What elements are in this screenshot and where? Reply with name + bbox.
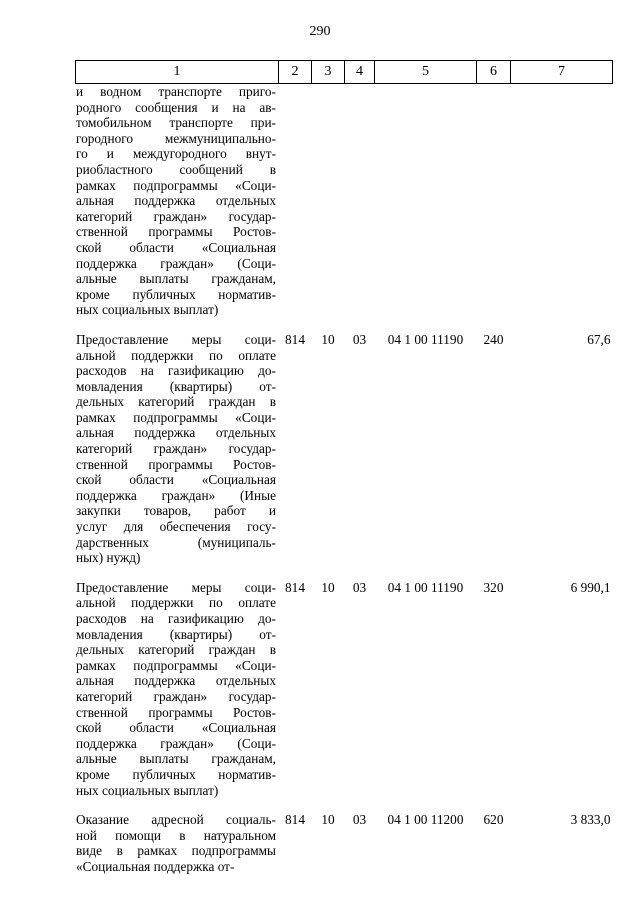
row-description — [76, 812, 279, 874]
row-target-article: 04 1 00 11190 — [387, 579, 464, 595]
description-line: городного межмуниципально- — [76, 130, 276, 146]
row-description — [76, 84, 279, 318]
row-gap — [76, 318, 613, 332]
row-gap — [76, 798, 613, 812]
description-line: ственной программы Ростов- — [76, 704, 276, 720]
row-section-code — [312, 84, 345, 318]
header-col-1: 1 — [76, 61, 279, 84]
description-line: альная поддержка отдельных — [76, 193, 276, 209]
row-expense-type: 620 — [483, 812, 504, 828]
description-line: родного сообщения и на ав- — [76, 99, 276, 115]
budget-table — [75, 60, 613, 875]
header-col-2: 2 — [279, 61, 312, 84]
description-line: ных социальных выплат) — [76, 782, 219, 798]
description-line: ской области «Социальная — [76, 239, 276, 255]
description-line: альная поддержка отдельных — [76, 425, 276, 441]
description-line: альные выплаты гражданам, — [76, 271, 276, 287]
row-description — [76, 580, 279, 798]
description-line: кроме публичных норматив- — [76, 286, 276, 302]
table-row — [76, 812, 613, 874]
header-col-4: 4 — [345, 61, 375, 84]
row-amount — [511, 84, 613, 318]
description-line: Предоставление меры соци- — [76, 579, 276, 595]
row-ministry-code: 814 — [285, 579, 305, 595]
row-target-article: 04 1 00 11200 — [387, 812, 464, 828]
description-line: рамках подпрограммы «Соци- — [76, 177, 276, 193]
description-line: поддержка граждан» (Иные — [76, 487, 276, 503]
header-col-6: 6 — [477, 61, 511, 84]
description-line: расходов на газификацию до- — [76, 363, 276, 379]
description-line: категорий граждан» государ- — [76, 208, 276, 224]
description-line: дельных категорий граждан в — [76, 642, 276, 658]
description-line: закупки товаров, работ и — [76, 503, 276, 519]
header-row — [76, 61, 613, 84]
table-row — [76, 332, 613, 566]
description-line: дарственных (муниципаль- — [76, 534, 276, 550]
table-row — [76, 84, 613, 318]
row-ministry-code: 814 — [285, 331, 305, 347]
description-line: услуг для обеспечения госу- — [76, 519, 276, 535]
description-line: риобластного сообщений в — [76, 161, 276, 177]
description-line: ской области «Социальная — [76, 720, 276, 736]
description-line: поддержка граждан» (Соци- — [76, 255, 276, 271]
row-gap-cell — [76, 798, 613, 812]
row-ministry-code — [279, 84, 312, 318]
description-line: рамках подпрограммы «Соци- — [76, 409, 276, 425]
description-line: категорий граждан» государ- — [76, 688, 276, 704]
description-line: альной поддержки по оплате — [76, 347, 276, 363]
row-target-article: 04 1 00 11190 — [387, 331, 464, 347]
row-section-code: 10 — [321, 331, 335, 347]
description-line: томобильном транспорте при- — [76, 115, 276, 131]
description-line: мовладения (квартиры) от- — [76, 378, 276, 394]
description-line: альной поддержки по оплате — [76, 595, 276, 611]
row-expense-type — [477, 84, 511, 318]
table-header — [76, 61, 613, 84]
description-line: виде в рамках подпрограммы — [76, 843, 276, 859]
description-line: ственной программы Ростов- — [76, 224, 276, 240]
row-subsection-code: 03 — [352, 331, 367, 347]
description-line: альная поддержка отдельных — [76, 673, 276, 689]
description-line: «Социальная поддержка от- — [76, 858, 235, 874]
row-gap-cell — [76, 318, 613, 332]
row-target-article — [375, 84, 477, 318]
row-subsection-code — [345, 84, 375, 318]
description-line: поддержка граждан» (Соци- — [76, 735, 276, 751]
row-subsection-code: 03 — [352, 579, 367, 595]
row-expense-type: 240 — [483, 331, 504, 347]
description-line: кроме публичных норматив- — [76, 766, 276, 782]
description-line: ственной программы Ростов- — [76, 456, 276, 472]
header-col-3: 3 — [312, 61, 345, 84]
row-gap-cell — [76, 566, 613, 580]
description-line: категорий граждан» государ- — [76, 441, 276, 457]
row-amount: 67,6 — [587, 331, 611, 347]
page-number: 290 — [309, 24, 331, 39]
row-amount: 3 833,0 — [570, 812, 611, 828]
description-line: ной помощи в натуральном — [76, 827, 276, 843]
row-amount: 6 990,1 — [570, 579, 611, 595]
description-line: Предоставление меры соци- — [76, 331, 276, 347]
row-gap — [76, 566, 613, 580]
description-line: расходов на газификацию до- — [76, 611, 276, 626]
table-body — [76, 84, 613, 875]
description-line: ской области «Социальная — [76, 472, 276, 488]
description-line: и водном транспорте приго- — [76, 84, 276, 99]
description-line: ных) нужд) — [76, 550, 141, 566]
row-subsection-code: 03 — [352, 812, 367, 828]
header-col-7: 7 — [511, 61, 613, 84]
row-ministry-code: 814 — [285, 812, 305, 828]
description-line: ных социальных выплат) — [76, 302, 219, 318]
header-col-5: 5 — [375, 61, 477, 84]
description-line: Оказание адресной социаль- — [76, 812, 276, 828]
description-line: го и междугородного внут- — [76, 146, 276, 162]
table-row — [76, 580, 613, 798]
description-line: альные выплаты гражданам, — [76, 751, 276, 767]
description-line: рамках подпрограммы «Соци- — [76, 657, 276, 673]
row-section-code: 10 — [321, 579, 335, 595]
row-description — [76, 332, 279, 566]
description-line: дельных категорий граждан в — [76, 394, 276, 410]
row-expense-type: 320 — [483, 579, 504, 595]
description-line: мовладения (квартиры) от- — [76, 626, 276, 642]
row-section-code: 10 — [321, 812, 335, 828]
